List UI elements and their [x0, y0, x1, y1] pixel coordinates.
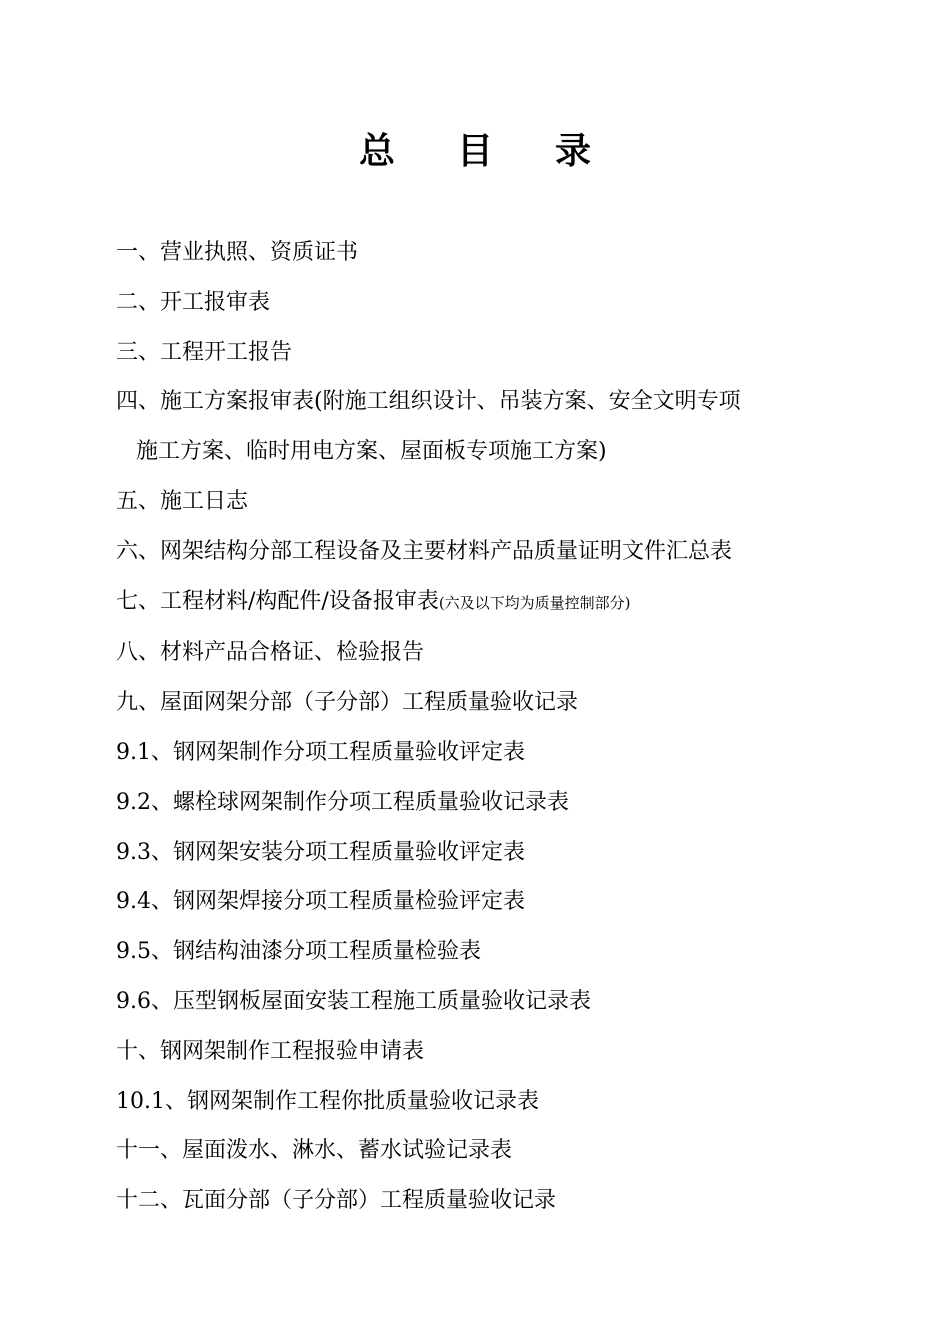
toc-item — [116, 1027, 826, 1077]
toc-item — [116, 527, 826, 577]
toc-item-text: 9.1、钢网架制作分项工程质量验收评定表 — [116, 739, 525, 765]
toc-item — [116, 628, 826, 678]
toc-item — [116, 778, 826, 828]
toc-item — [116, 228, 826, 278]
toc-item-text: 六、网架结构分部工程设备及主要材料产品质量证明文件汇总表 — [116, 538, 733, 564]
toc-item — [116, 927, 826, 977]
toc-item-text: 9.6、压型钢板屋面安装工程施工质量验收记录表 — [116, 988, 591, 1014]
toc-item-text: 九、屋面网架分部（子分部）工程质量验收记录 — [116, 690, 579, 716]
toc-item-text: 9.5、钢结构油漆分项工程质量检验表 — [116, 939, 481, 965]
toc-item-text: 9.3、钢网架安装分项工程质量验收评定表 — [116, 839, 525, 865]
toc-item-continuation: 施工方案、临时用电方案、屋面板专项施工方案) — [136, 439, 607, 465]
table-of-contents — [116, 228, 826, 1226]
toc-item — [116, 828, 826, 878]
toc-item — [116, 728, 826, 778]
toc-item — [116, 678, 826, 728]
page-title: 总目录 — [358, 131, 653, 172]
toc-item-text: 四、施工方案报审表(附施工组织设计、吊装方案、安全文明专项 — [116, 389, 741, 415]
toc-item-text: 9.2、螺栓球网架制作分项工程质量验收记录表 — [116, 789, 569, 815]
toc-item-text: 9.4、钢网架焊接分项工程质量检验评定表 — [116, 889, 525, 915]
toc-item-text: 三、工程开工报告 — [116, 339, 293, 365]
toc-item — [116, 877, 826, 927]
toc-item-text: 10.1、钢网架制作工程你批质量验收记录表 — [116, 1088, 539, 1114]
toc-item — [116, 1077, 826, 1127]
toc-item — [116, 477, 826, 527]
toc-item — [116, 1126, 826, 1176]
toc-item-text: 七、工程材料/构配件/设备报审表 — [116, 588, 439, 614]
toc-item-text: 五、施工日志 — [116, 488, 249, 514]
toc-item-note: (六及以下均为质量控制部分) — [438, 593, 631, 612]
toc-item — [116, 278, 826, 328]
toc-item-text: 十、钢网架制作工程报验申请表 — [116, 1038, 425, 1064]
toc-item-text: 八、材料产品合格证、检验报告 — [116, 640, 425, 666]
toc-item — [116, 977, 826, 1027]
toc-item-text: 十二、瓦面分部（子分部）工程质量验收记录 — [116, 1188, 557, 1214]
toc-item-text: 二、开工报审表 — [116, 289, 271, 315]
toc-item — [116, 328, 826, 378]
toc-item — [116, 377, 826, 477]
toc-item — [116, 1176, 826, 1226]
toc-item-text: 十一、屋面泼水、淋水、蓄水试验记录表 — [116, 1138, 513, 1164]
toc-item-text: 一、营业执照、资质证书 — [116, 240, 359, 265]
toc-item — [116, 577, 826, 629]
